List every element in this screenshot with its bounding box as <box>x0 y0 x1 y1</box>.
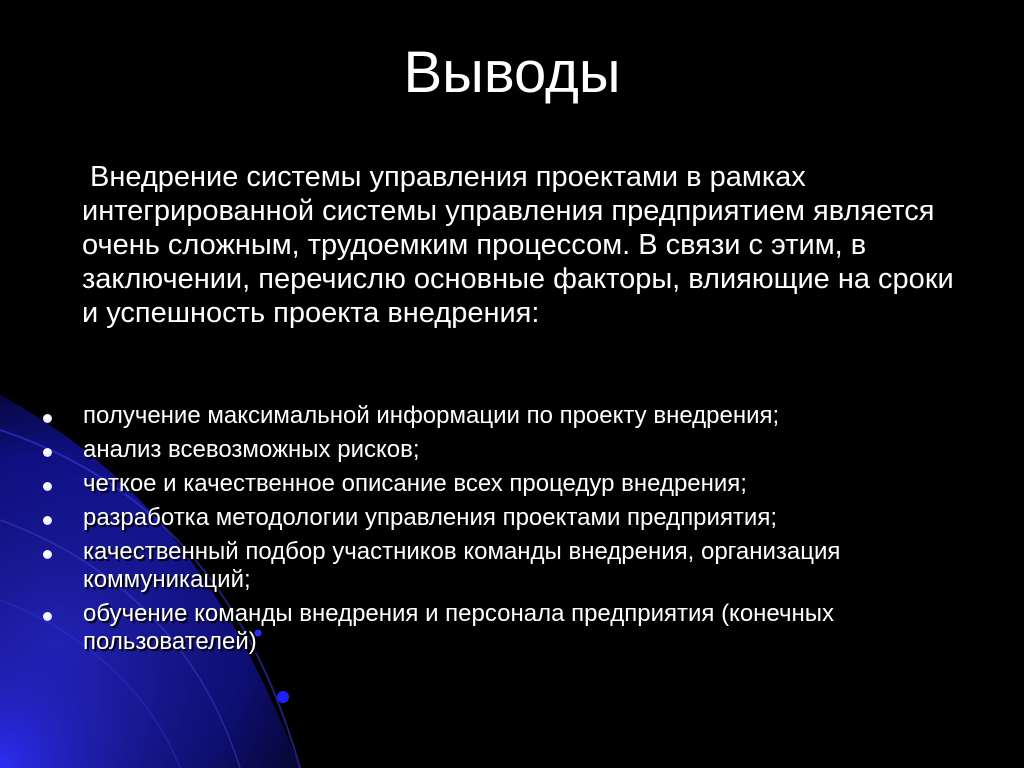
bullet-text: разработка методологии управления проектами предприятия; <box>83 504 777 531</box>
slide-title: Выводы <box>403 40 621 105</box>
bullet-text: четкое и качественное описание всех процедур внедрения; <box>83 470 747 497</box>
bullet-dot-icon <box>43 516 52 525</box>
list-item <box>40 600 990 656</box>
bullet-text: получение максимальной информации по проекту внедрения; <box>83 402 780 429</box>
bullet-dot-icon <box>43 448 52 457</box>
bullet-list <box>40 402 990 662</box>
list-item <box>40 470 990 498</box>
bullet-text: анализ всевозможных рисков; <box>83 436 420 463</box>
list-item <box>40 538 990 594</box>
bullet-text: качественный подбор участников команды внедрения, организация коммуникаций; <box>83 538 841 593</box>
list-item <box>40 504 990 532</box>
intro-paragraph: Внедрение системы управления проектами в рамках интегрированной системы управления предприятием является очень сложным, трудоемким процессом. В связи с этим, в заключении, перечислю основные факторы, влияющие на сроки и успешность проекта внедрения: <box>82 161 954 329</box>
list-item <box>40 436 990 464</box>
bullet-text: обучение команды внедрения и персонала предприятия (конечных пользователей) <box>83 600 834 655</box>
list-item <box>40 402 990 430</box>
bullet-dot-icon <box>43 612 52 621</box>
bullet-dot-icon <box>43 414 52 423</box>
deco-dot-large <box>277 691 289 703</box>
bullet-dot-icon <box>43 482 52 491</box>
bullet-dot-icon <box>43 550 52 559</box>
